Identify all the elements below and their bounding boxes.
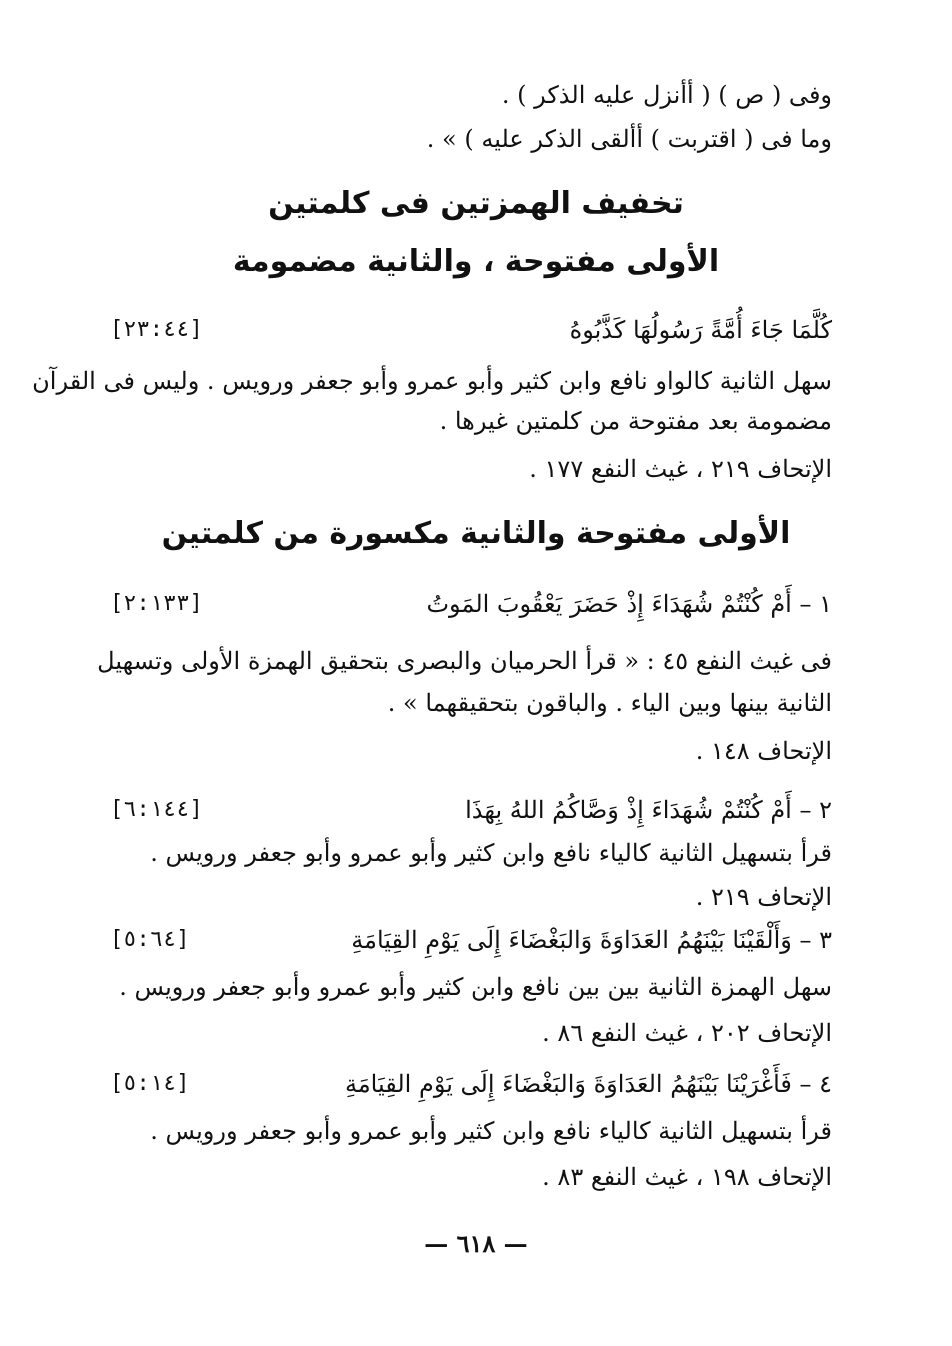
item-4-ref: [٥:١٤]	[110, 1071, 190, 1096]
section-2-title: الأولى مفتوحة والثانية مكسورة من كلمتين	[161, 516, 791, 551]
page-number: — ٦١٨ —	[424, 1229, 528, 1258]
item-1-body-line-1: فى غيث النفع ٤٥ : « قرأ الحرميان والبصرى بتحقيق الهمزة الأولى وتسهيل	[97, 647, 832, 675]
intro-line-2: وما فى ( اقتربت ) أألقى الذكر عليه ) » .	[426, 125, 832, 153]
section-1-body-line-2: مضمومة بعد مفتوحة من كلمتين غيرها .	[439, 407, 832, 435]
section-1-verse-row	[110, 312, 832, 348]
item-1-body-line-2: الثانية بينها وبين الياء . والباقون بتحقيقهما » .	[387, 689, 832, 717]
item-4-verse: ٤ – فَأَغْرَيْنَا بَيْنَهُمُ العَدَاوَةَ وَالبَغْضَاءَ إِلَى يَوْمِ القِيَامَةِ	[344, 1070, 832, 1098]
item-1-verse: ١ – أَمْ كُنْتُمْ شُهَدَاءَ إِذْ حَضَرَ يَعْقُوبَ المَوتُ	[426, 590, 832, 618]
section-1-title-line-2: الأولى مفتوحة ، والثانية مضمومة	[232, 244, 720, 279]
item-2-verse: ٢ – أَمْ كُنْتُمْ شُهَدَاءَ إِذْ وَصَّاكُمُ اللهُ بِهَذَا	[465, 796, 832, 824]
item-1-source: الإتحاف ١٤٨ .	[695, 737, 832, 765]
item-4-body-line-1: قرأ بتسهيل الثانية كالياء نافع وابن كثير وأبو عمرو وأبو جعفر ورويس .	[150, 1117, 832, 1145]
item-4-source: الإتحاف ١٩٨ ، غيث النفع ٨٣ .	[542, 1163, 832, 1191]
section-1-verse-ref: [٢٣:٤٤]	[110, 317, 203, 342]
intro-line-1: وفى ( ص ) ( أأنزل عليه الذكر ) .	[501, 81, 832, 109]
item-1-verse-row	[110, 586, 832, 622]
section-1-verse: كُلَّمَا جَاءَ أُمَّةً رَسُولُهَا كَذَّبُوهُ	[569, 316, 832, 344]
section-1-title-line-1: تخفيف الهمزتين فى كلمتين	[268, 186, 684, 221]
item-3-ref: [٥:٦٤]	[110, 927, 190, 952]
item-4-verse-row	[110, 1066, 832, 1102]
item-2-body-line-1: قرأ بتسهيل الثانية كالياء نافع وابن كثير وأبو عمرو وأبو جعفر ورويس .	[150, 839, 832, 867]
section-1-source: الإتحاف ٢١٩ ، غيث النفع ١٧٧ .	[529, 455, 832, 483]
item-2-verse-row	[110, 792, 832, 828]
item-1-ref: [٢:١٣٣]	[110, 591, 203, 616]
item-3-verse: ٣ – وَأَلْقَيْنَا بَيْنَهُمُ العَدَاوَةَ وَالبَغْضَاءَ إِلَى يَوْمِ القِيَامَةِ	[351, 926, 832, 954]
section-1-body-line-1: سهل الثانية كالواو نافع وابن كثير وأبو عمرو وأبو جعفر ورويس . وليس فى القرآن	[32, 367, 832, 395]
item-3-body-line-1: سهل الهمزة الثانية بين بين نافع وابن كثير وأبو عمرو وأبو جعفر ورويس .	[119, 973, 832, 1001]
item-2-ref: [٦:١٤٤]	[110, 797, 203, 822]
item-3-verse-row	[110, 922, 832, 958]
item-2-source: الإتحاف ٢١٩ .	[695, 883, 832, 911]
item-3-source: الإتحاف ٢٠٢ ، غيث النفع ٨٦ .	[542, 1019, 832, 1047]
